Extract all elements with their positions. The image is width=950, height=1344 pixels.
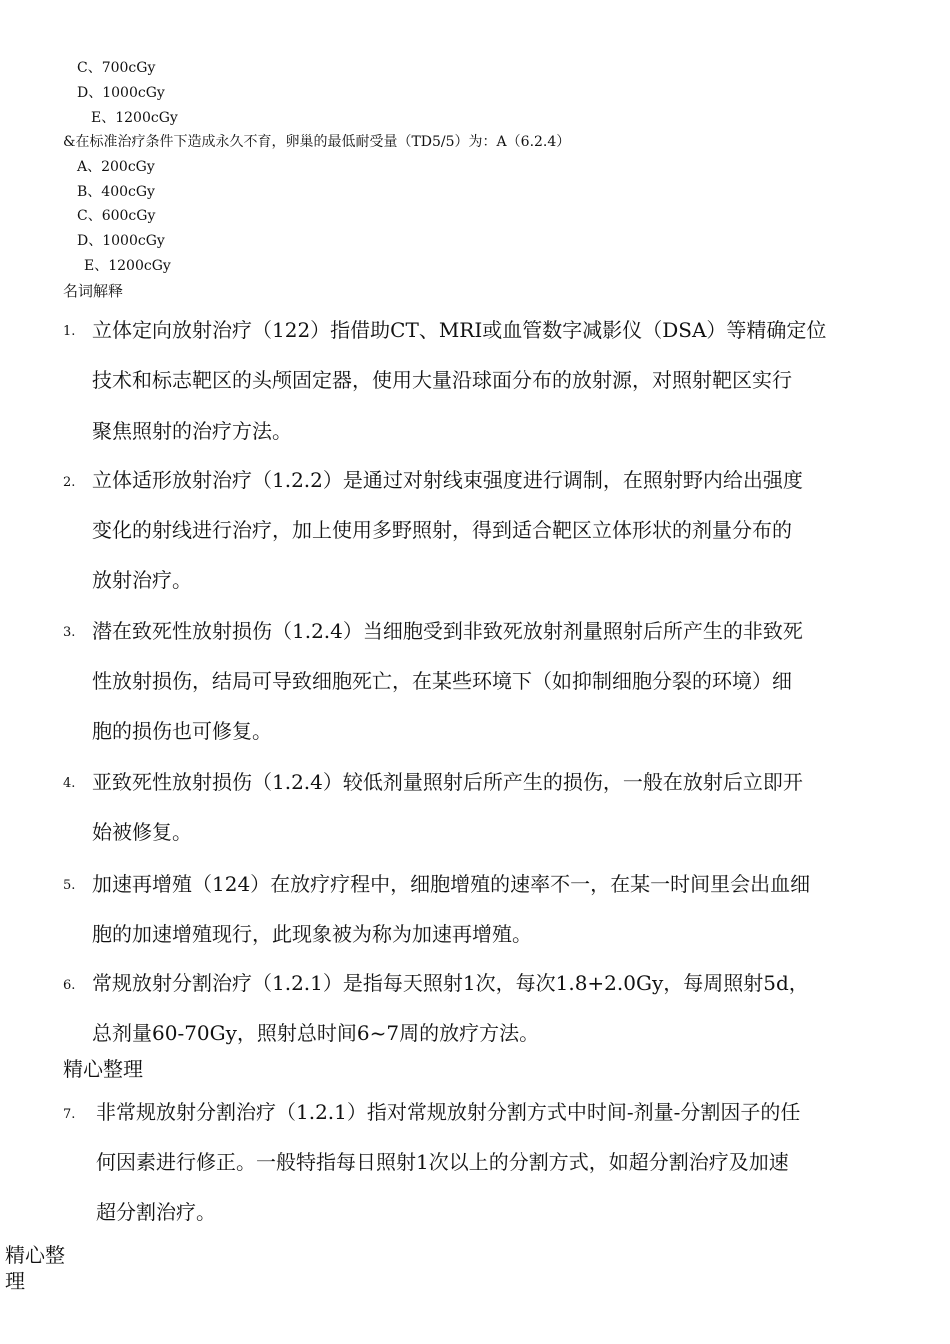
option-d: D、1000cGy [77,85,165,101]
corner-note: 精心整 [5,1243,65,1267]
list-number: 1. [63,324,76,339]
list-number: 3. [63,625,76,640]
term-line: 立体定向放射治疗（122）指借助CT、MRI或血管数字减影仪（DSA）等精确定位 [92,318,827,342]
list-number: 5. [63,878,76,893]
option-a: A、200cGy [77,159,155,175]
option-d: D、1000cGy [77,233,165,249]
option-c: C、600cGy [77,208,156,224]
list-number: 6. [63,978,76,993]
term-line: 胞的加速增殖现行，此现象被为称为加速再增殖。 [92,922,532,946]
term-line: 加速再增殖（124）在放疗疗程中，细胞增殖的速率不一，在某一时间里会出血细 [92,872,811,896]
corner-note: 理 [5,1269,25,1293]
term-line: 亚致死性放射损伤（1.2.4）较低剂量照射后所产生的损伤，一般在放射后立即开 [92,770,803,794]
option-c: C、700cGy [77,60,156,76]
option-e: E、1200cGy [84,258,171,274]
term-line: 何因素进行修正。一般特指每日照射1次以上的分割方式，如超分割治疗及加速 [96,1150,789,1174]
list-number: 7. [63,1107,76,1122]
section-title: 名词解释 [63,282,124,300]
option-b: B、400cGy [77,184,155,200]
option-e: E、1200cGy [91,110,178,126]
term-line: 放射治疗。 [92,568,192,592]
term-line: 性放射损伤，结局可导致细胞死亡，在某些环境下（如抑制细胞分裂的环境）细 [92,669,792,693]
term-line: 变化的射线进行治疗，加上使用多野照射，得到适合靶区立体形状的剂量分布的 [92,518,792,542]
term-line: 常规放射分割治疗（1.2.1）是指每天照射1次，每次1.8+2.0Gy，每周照射5d， [92,971,809,995]
question-stem: &在标准治疗条件下造成永久不育，卵巢的最低耐受量（TD5/5）为：A（6.2.4） [63,134,571,150]
term-line: 非常规放射分割治疗（1.2.1）指对常规放射分割方式中时间-剂量-分割因子的任 [96,1100,801,1124]
term-line: 始被修复。 [92,820,192,844]
term-line: 立体适形放射治疗（1.2.2）是通过对射线束强度进行调制，在照射野内给出强度 [92,468,803,492]
list-number: 2. [63,475,76,490]
list-number: 4. [63,776,76,791]
footer-note: 精心整理 [63,1057,143,1081]
term-line: 潜在致死性放射损伤（1.2.4）当细胞受到非致死放射剂量照射后所产生的非致死 [92,619,803,643]
term-line: 超分割治疗。 [96,1200,216,1224]
term-line: 胞的损伤也可修复。 [92,719,272,743]
term-line: 技术和标志靶区的头颅固定器，使用大量沿球面分布的放射源，对照射靶区实行 [92,368,792,392]
term-line: 总剂量60-70Gy，照射总时间6~7周的放疗方法。 [92,1021,540,1045]
term-line: 聚焦照射的治疗方法。 [92,419,292,443]
